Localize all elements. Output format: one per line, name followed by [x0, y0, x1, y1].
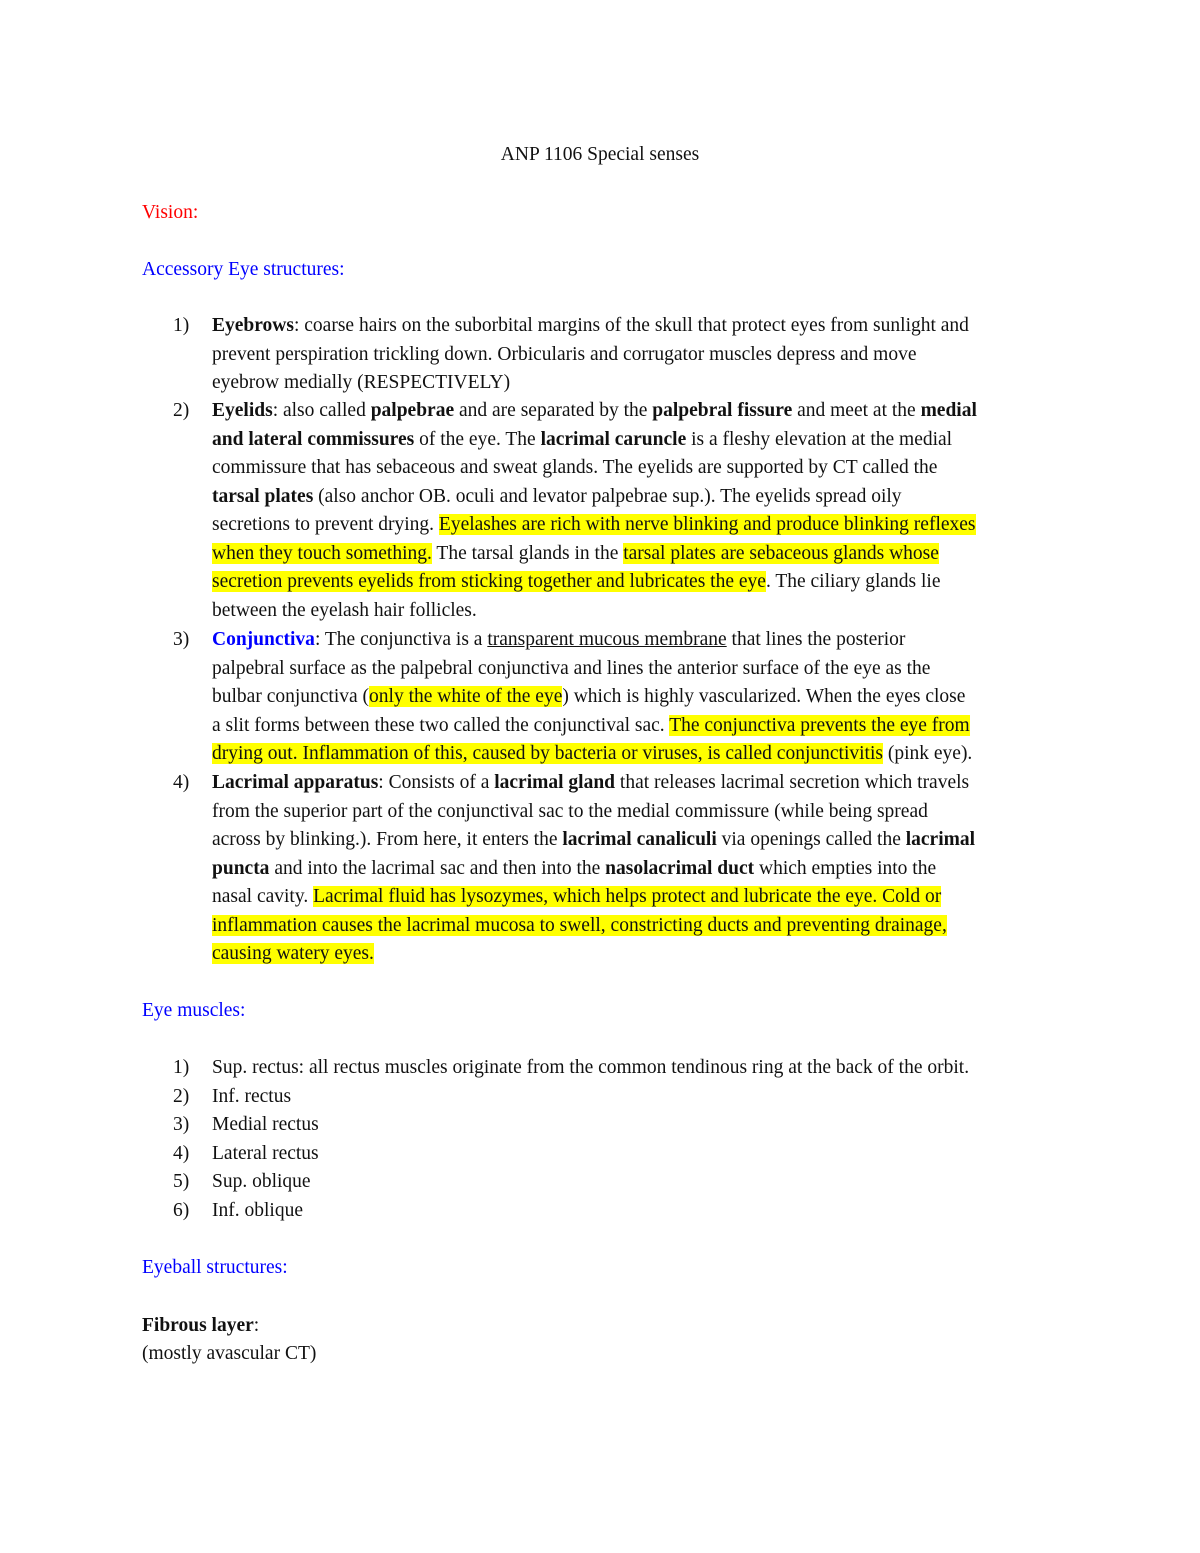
text-segment: via openings called the	[716, 829, 906, 850]
highlighted-text: secretion prevents eyelids from sticking together and lubricates the eye	[212, 571, 766, 592]
text-segment: that releases lacrimal secretion which travels	[615, 772, 970, 793]
list-item-line	[212, 371, 510, 395]
accessory-structures-heading: Accessory Eye structures:	[142, 259, 345, 280]
text-segment: The tarsal glands in the	[431, 542, 624, 564]
text-segment: between the eyelash hair follicles.	[212, 599, 477, 621]
text-segment: (also anchor OB. oculi and levator palpebrae sup.). The eyelids spread oily	[313, 485, 902, 507]
list-item-number: 4)	[173, 772, 190, 793]
muscle-item: Lateral rectus	[212, 1142, 319, 1164]
text-segment: from the superior part of the conjunctival sac to the medial commissure (while being spread	[212, 800, 928, 822]
eyeball-structures-heading: Eyeball structures:	[142, 1257, 288, 1278]
list-item-line	[212, 570, 941, 594]
text-segment: and meet at the	[792, 400, 921, 421]
text-segment: a slit forms between these two called the conjunctival sac.	[212, 714, 670, 736]
text-segment: : also called	[272, 400, 371, 421]
text-segment: that lines the posterior	[726, 629, 906, 650]
text-segment: bulbar conjunctiva (	[212, 686, 370, 707]
text-segment: is a fleshy elevation at the medial	[686, 428, 953, 450]
fibrous-layer-note: (mostly avascular CT)	[142, 1343, 317, 1364]
list-item-line	[212, 685, 965, 709]
bold-term: Eyelids	[212, 400, 273, 421]
text-segment: nasal cavity.	[212, 886, 314, 907]
muscle-item-number: 3)	[173, 1114, 190, 1135]
list-item-line	[212, 399, 977, 423]
list-item-line	[212, 828, 975, 852]
highlighted-text: Eyelashes are rich with nerve blinking and produce blinking reflexes	[438, 514, 976, 535]
bold-term: palpebrae	[370, 400, 455, 421]
fibrous-layer-heading	[142, 1314, 259, 1338]
list-item-line	[212, 771, 969, 795]
text-segment: eyebrow medially (RESPECTIVELY)	[212, 372, 511, 393]
text-segment: secretions to prevent drying.	[212, 514, 439, 535]
text-segment: ) which is highly vascularized. When the eyes close	[562, 686, 966, 707]
list-item-line	[212, 343, 917, 367]
highlighted-text: inflammation causes the lacrimal mucosa to swell, constricting ducts and preventing drainage,	[212, 914, 947, 936]
fibrous-layer-colon: :	[253, 1315, 260, 1336]
vision-heading: Vision:	[142, 202, 199, 223]
bold-term: Lacrimal apparatus	[212, 772, 379, 793]
bold-term: medial	[920, 400, 977, 421]
text-segment: and are separated by the	[454, 400, 653, 421]
list-item-line	[212, 657, 930, 681]
highlighted-text: causing watery eyes.	[212, 943, 374, 964]
bold-term: Conjunctiva	[212, 629, 315, 650]
text-segment: prevent perspiration trickling down. Orbicularis and corrugator muscles depress and move	[212, 343, 917, 365]
list-item-number: 3)	[173, 629, 190, 650]
text-segment: : coarse hairs on the suborbital margins of the skull that protect eyes from sunlight and	[293, 315, 969, 336]
highlighted-text: tarsal plates are sebaceous glands whose	[623, 542, 939, 564]
bold-term: nasolacrimal duct	[605, 857, 755, 879]
text-segment: commissure that has sebaceous and sweat glands. The eyelids are supported by CT called the	[212, 457, 938, 478]
highlighted-text: The conjunctiva prevents the eye from	[669, 714, 970, 736]
bold-term: Eyebrows	[212, 315, 294, 336]
text-segment: : Consists of a	[378, 772, 495, 793]
text-segment: (pink eye).	[882, 743, 973, 764]
bold-term: and lateral commissures	[212, 428, 415, 450]
text-segment: of the eye. The	[414, 428, 541, 450]
text-segment: which empties into the	[754, 857, 937, 879]
list-item-line	[212, 599, 477, 623]
document-title: ANP 1106 Special senses	[500, 144, 700, 165]
muscle-item: Inf. rectus	[212, 1085, 292, 1107]
list-item-line	[212, 628, 905, 652]
bold-term: puncta	[212, 857, 270, 879]
muscle-item: Medial rectus	[212, 1114, 319, 1135]
text-segment: : The conjunctiva is a	[314, 629, 488, 650]
muscle-item: Sup. rectus: all rectus muscles originate from the common tendinous ring at the back of the orbit.	[212, 1057, 970, 1078]
text-segment: across by blinking.). From here, it enters the	[212, 829, 563, 850]
list-item-line	[212, 456, 937, 480]
highlighted-text: drying out. Inflammation of this, caused by bacteria or viruses, is called conjunctivitis	[212, 743, 883, 764]
bold-term: lacrimal canaliculi	[562, 829, 717, 850]
highlighted-text: only the white of the eye	[369, 686, 563, 707]
muscle-item-number: 1)	[173, 1057, 190, 1078]
highlighted-text: Lacrimal fluid has lysozymes, which helps protect and lubricate the eye. Cold or	[313, 886, 942, 907]
list-item-line	[212, 314, 969, 338]
text-segment: . The ciliary glands lie	[765, 571, 941, 592]
muscle-item: Inf. oblique	[212, 1199, 303, 1221]
bold-term: lacrimal gland	[494, 772, 616, 793]
bold-term: lacrimal	[905, 829, 976, 850]
text-segment: and into the lacrimal sac and then into the	[269, 857, 606, 879]
list-item-line	[212, 542, 939, 566]
bold-term: tarsal plates	[212, 485, 314, 507]
underlined-text: transparent mucous membrane	[487, 629, 727, 650]
list-item-line	[212, 714, 970, 738]
muscle-item: Sup. oblique	[212, 1171, 311, 1192]
list-item-line	[212, 513, 976, 537]
muscle-item-number: 2)	[173, 1085, 190, 1107]
text-segment: palpebral surface as the palpebral conjunctiva and lines the anterior surface of the eye as the	[212, 657, 931, 679]
muscle-item-number: 6)	[173, 1199, 190, 1221]
highlighted-text: when they touch something.	[212, 542, 432, 564]
muscle-item-number: 4)	[173, 1142, 190, 1164]
list-item-line	[212, 885, 941, 909]
list-item-line	[212, 742, 972, 766]
list-item-line	[212, 857, 936, 881]
list-item-line	[212, 428, 952, 452]
muscle-item-number: 5)	[173, 1171, 190, 1192]
bold-term: lacrimal caruncle	[540, 428, 687, 450]
list-item-line	[212, 485, 902, 509]
list-item-number: 1)	[173, 315, 190, 336]
fibrous-layer-label: Fibrous layer	[142, 1315, 254, 1336]
list-item-line	[212, 800, 928, 824]
list-item-number: 2)	[173, 400, 190, 421]
eye-muscles-heading: Eye muscles:	[142, 1000, 246, 1021]
bold-term: palpebral fissure	[652, 400, 793, 421]
list-item-line	[212, 942, 374, 966]
list-item-line	[212, 914, 947, 938]
